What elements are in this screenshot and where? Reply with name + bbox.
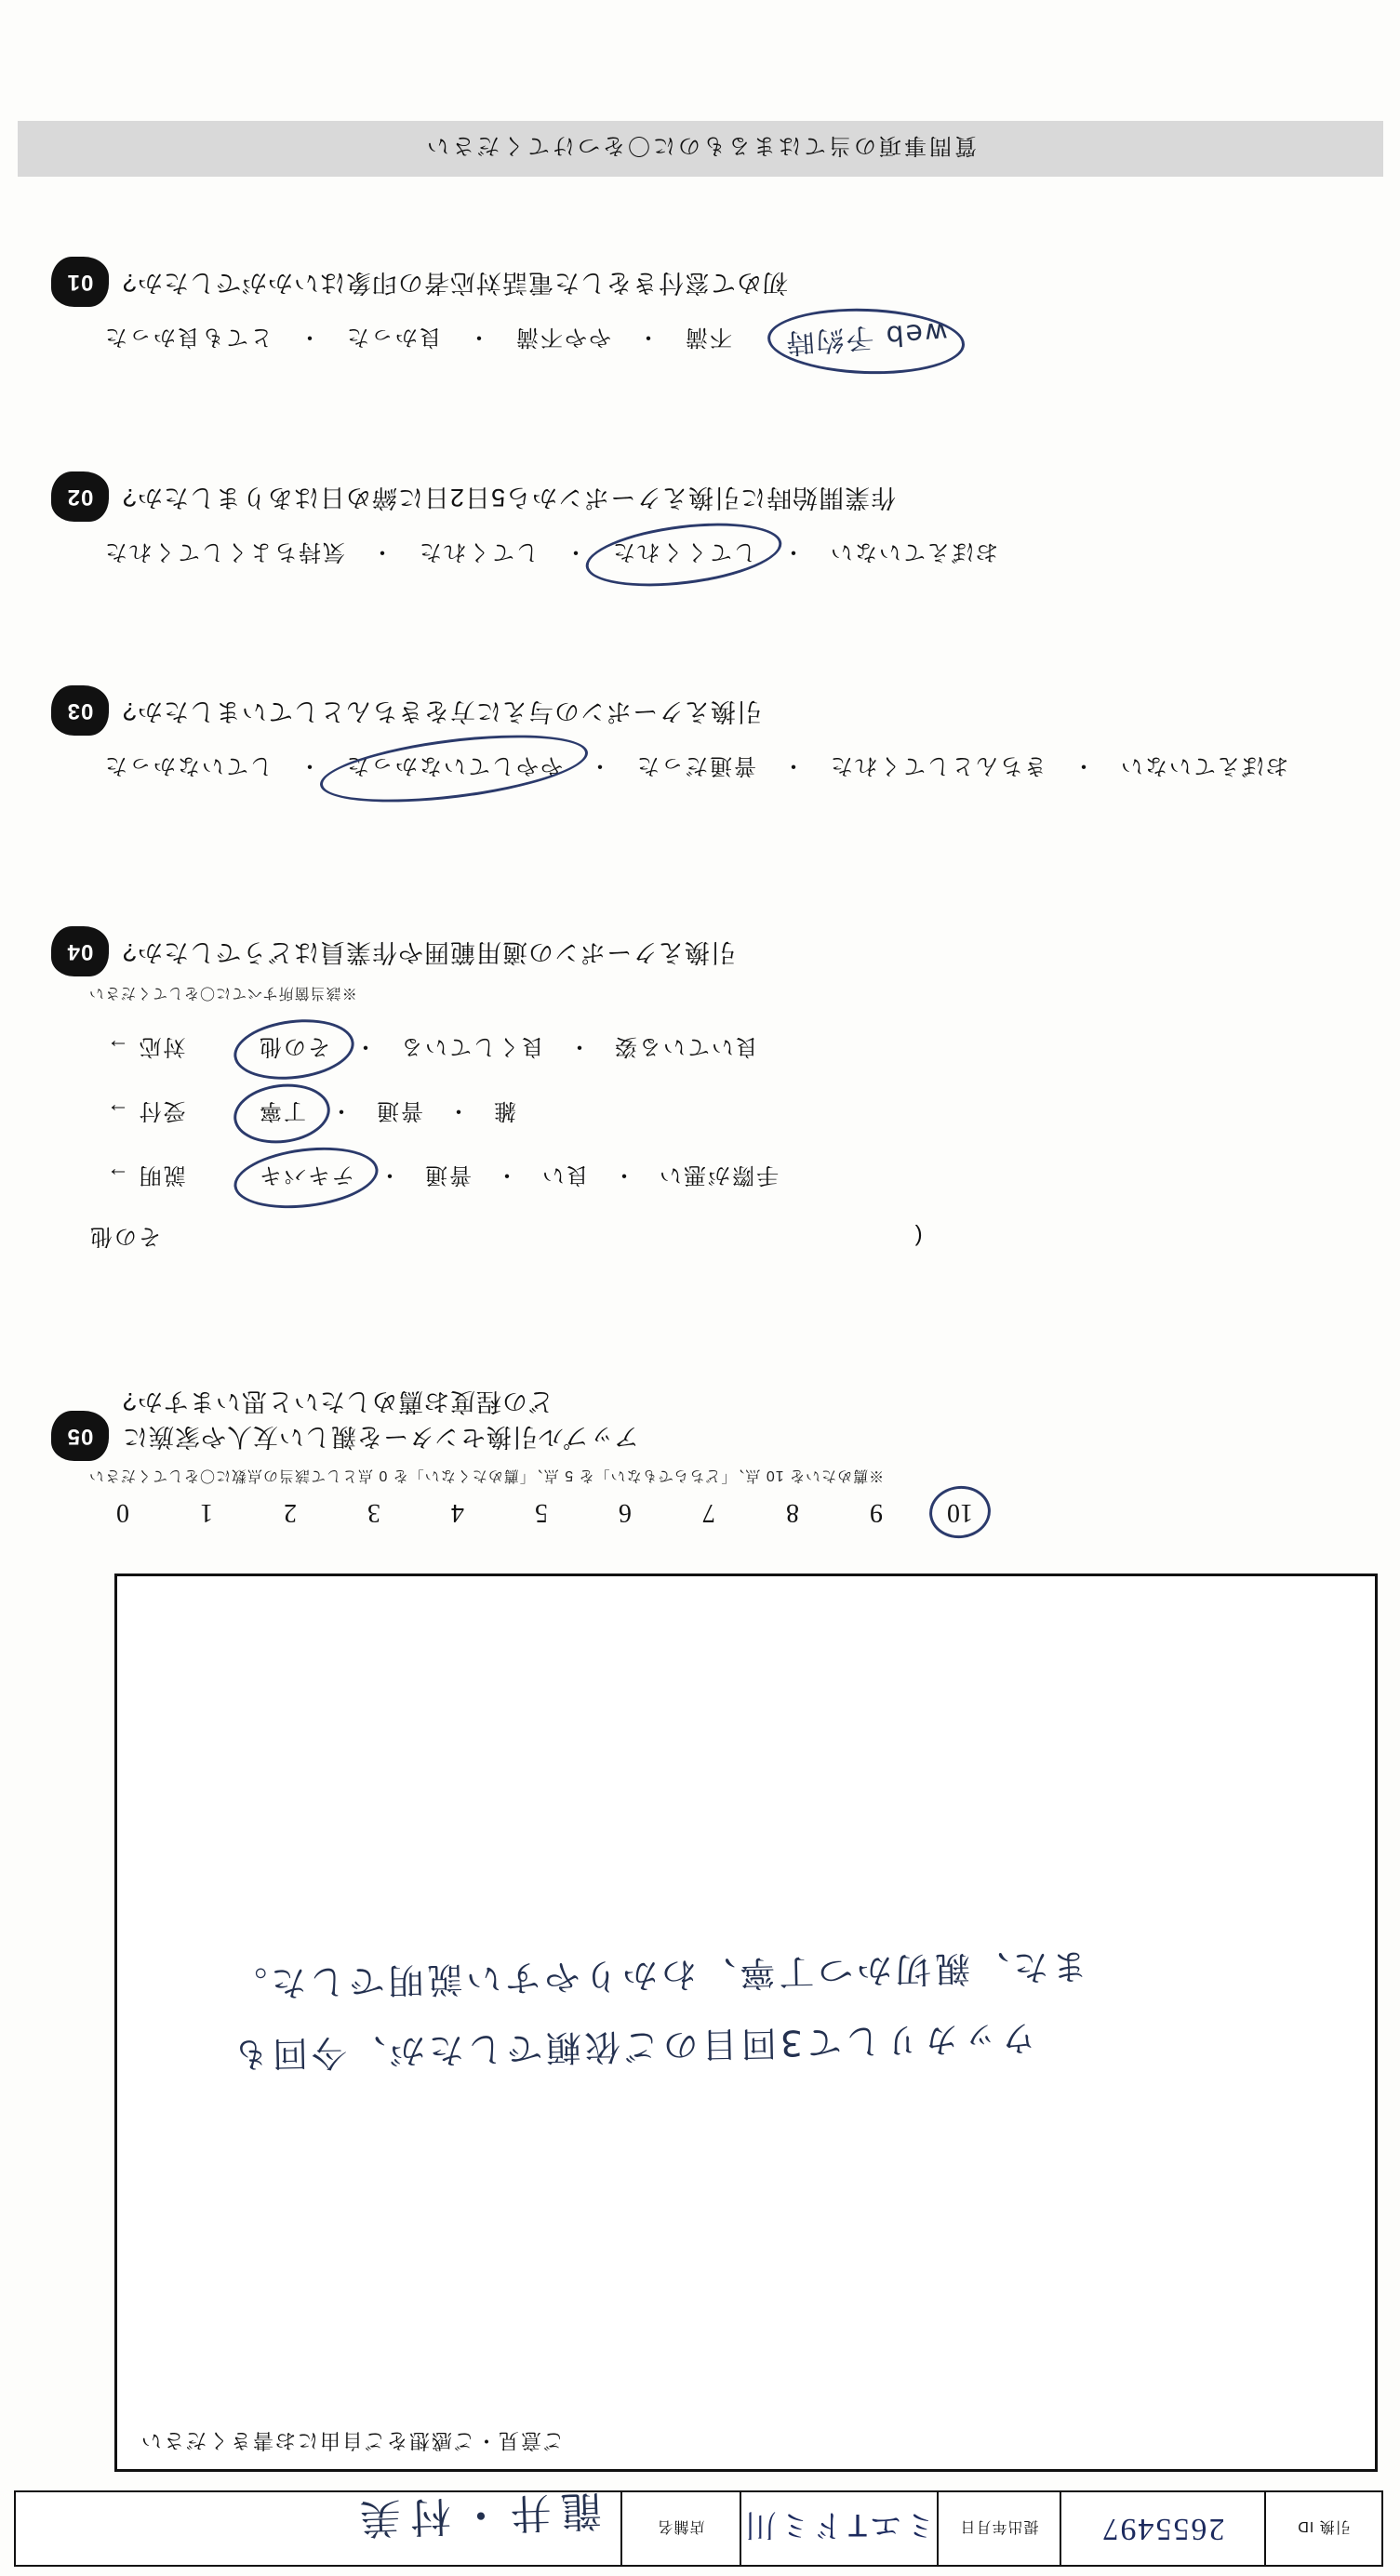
q01-badge: 01 [51, 257, 109, 307]
q05-scale-0[interactable]: 0 [116, 1498, 129, 1527]
q05-scale-3[interactable]: 3 [367, 1498, 380, 1527]
q02-head [51, 471, 1335, 522]
q05-scale-6[interactable]: 6 [619, 1498, 632, 1527]
instruction-band: 質問事項の当てはまるものに〇をつけてください [18, 121, 1383, 177]
q02-text: 作業開始時に引換えクーポンから5日2日に締め日はありましたか? [122, 484, 897, 511]
q04-r2-label: 受付 → [105, 1098, 186, 1123]
q05-scale-4[interactable]: 4 [451, 1498, 464, 1527]
q04-r3-label: 説明 → [105, 1162, 186, 1188]
q04-r3-opt-3[interactable]: 良い [540, 1162, 589, 1188]
q05-scale-9[interactable]: 9 [870, 1498, 883, 1527]
q05-text-line-1: アップル引換センターを親しい友人や家族に [122, 1423, 639, 1451]
question-05-block [51, 1384, 1335, 1544]
id-value: 2655497 [1060, 2492, 1264, 2565]
q04-head [51, 926, 1335, 976]
q01-text: 初めて窓付きをした電話対応者の印象はいかがでしたか? [122, 269, 789, 297]
free-comment-box [114, 1573, 1378, 2472]
q04-r1-label: 対応 → [105, 1034, 186, 1059]
q04-r2-opt-1[interactable]: 丁寧 [245, 1094, 319, 1134]
q03-answers: おぼえていない ・ きちんとしてくれた ・ 普通だった ・ ややしていなかった ・ していなかった [51, 749, 1335, 789]
q05-note: ※薦めたいを 10 点、「どちらでもない」を 5 点、「薦めたくない」を 0 点として該当の点数に〇をしてください [88, 1467, 885, 1483]
q04-other-row [88, 1223, 1335, 1255]
comment-line-2: また、親切かつ丁寧、わかりやすい説明でした。 [227, 1945, 1088, 2005]
q03-text: 引換えクーポンの与えに方をきちんとしていましたか? [122, 697, 763, 725]
q05-text-line-2: どの程度お薦めしたいと思いますか? [122, 1387, 554, 1415]
q02-answers: おぼえていない ・ してくくれた ・ してくれた ・ 気持ちよくしてくれた [51, 535, 1335, 575]
comment-line-1: ウッカリして3回目のご依頼でしたが、今回も [229, 2017, 1037, 2076]
q01-opt-3[interactable]: やや不満 [514, 325, 611, 351]
q05-scale-5[interactable]: 5 [535, 1498, 548, 1527]
q02-opt-3[interactable]: してくくれた [596, 535, 771, 575]
q01-head [51, 257, 1335, 307]
q04-text: 引換えクーポンの適用範囲や作業員はどうでしたか? [122, 938, 737, 966]
q04-note: ※該当箇所すべてに〇をしてください [88, 985, 357, 1001]
header-id-bar [14, 2486, 1383, 2567]
q04-r2-opt-2[interactable]: 普通 [375, 1098, 423, 1123]
q03-opt-1[interactable]: していなかった [103, 753, 273, 778]
q02-opt-5[interactable]: おぼえていない [829, 539, 998, 564]
q04-other-label: その他 [88, 1224, 161, 1249]
question-02-block [51, 471, 1335, 595]
comment-caption: ご意見・ご感想をご自由にお書きください [140, 2429, 565, 2452]
q04-row-1: 良いている姿 ・ 良くしている ・ その他 対応 → [51, 1029, 1335, 1069]
q03-opt-3[interactable]: 普通だった [635, 753, 756, 778]
q04-row-3: 手際が悪い ・ 良い ・ 普通 ・ テキパキ 説明 → [51, 1158, 1335, 1198]
q02-opt-2[interactable]: してくれた [418, 539, 539, 564]
question-01-block [51, 257, 1335, 381]
q03-badge: 03 [51, 685, 109, 736]
q01-opt-1[interactable]: とても良かった [103, 325, 273, 351]
date-label: 提出年月日 [937, 2492, 1060, 2565]
q05-scale-1[interactable]: 1 [200, 1498, 213, 1527]
q04-r1-opt-1[interactable]: その他 [245, 1029, 343, 1069]
q05-scale-10[interactable]: 10 [944, 1497, 976, 1527]
q04-r1-opt-4[interactable]: 良いている姿 [613, 1034, 758, 1059]
q04-r2-opt-3[interactable]: 雑 [492, 1098, 516, 1123]
id-label: 引換 ID [1264, 2492, 1381, 2565]
q01-opt-2[interactable]: 良かった [345, 325, 442, 351]
q05-scale-row [51, 1497, 1335, 1527]
q03-opt-2[interactable]: ややしていなかった [330, 749, 578, 789]
q01-opt-5[interactable]: 不満 [684, 325, 732, 351]
q05-badge: 05 [51, 1411, 109, 1461]
q01-web-annotation: web 予約時 [783, 314, 949, 366]
q03-opt-4[interactable]: きちんとしてくれた [829, 753, 1047, 778]
q04-row-2: 雑 ・ 普通 ・ 丁寧 受付 → [51, 1094, 1335, 1134]
q02-opt-1[interactable]: 気持ちよくしてくれた [103, 539, 345, 564]
q04-r3-opt-1[interactable]: テキパキ [245, 1158, 367, 1198]
store-label: 店舗名 [620, 2492, 740, 2565]
q05-head [51, 1384, 1335, 1461]
handwritten-name: 龍井・村美 [350, 2486, 603, 2543]
q03-opt-5[interactable]: おぼえていない [1119, 753, 1288, 778]
q05-scale-8[interactable]: 8 [786, 1498, 799, 1527]
q01-answers: web 予約時 不満 ・ やや不満 ・ 良かった ・ とても良かった [51, 320, 1335, 361]
q03-head [51, 685, 1335, 736]
q04-other-paren: ( [913, 1224, 923, 1249]
handwritten-comment [228, 1926, 1328, 2091]
question-03-block [51, 685, 1335, 809]
q04-r3-opt-2[interactable]: 普通 [423, 1162, 472, 1188]
date-value: ミエTドミ川 [740, 2492, 937, 2565]
q04-r1-opt-3[interactable]: 良くしている [399, 1034, 544, 1059]
q02-badge: 02 [51, 471, 109, 522]
q04-r3-opt-4[interactable]: 手際が悪い [658, 1162, 779, 1188]
q05-scale-2[interactable]: 2 [284, 1498, 297, 1527]
q05-scale-7[interactable]: 7 [702, 1498, 715, 1527]
q04-badge: 04 [51, 926, 109, 976]
question-04-block [51, 926, 1335, 1255]
q04-matrix [51, 1029, 1335, 1198]
